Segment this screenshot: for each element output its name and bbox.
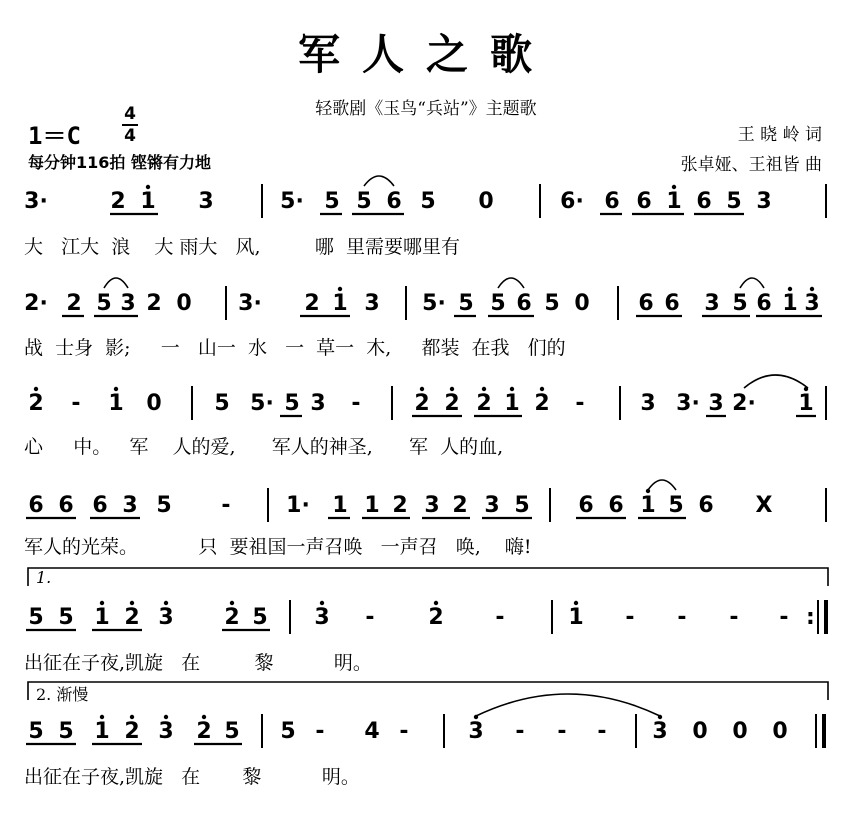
second-ending-bracket [28, 682, 828, 700]
note: - [365, 605, 375, 630]
note: 3 [198, 189, 214, 214]
note: 0 [176, 291, 192, 316]
time-signature-top: 4 [124, 104, 136, 124]
note: 6 [636, 189, 652, 214]
note: 0 [692, 719, 708, 744]
note: - [495, 605, 505, 630]
song-subtitle: 轻歌剧《玉鸟“兵站”》主题歌 [315, 99, 537, 119]
note: 1 [798, 391, 814, 416]
note: 0 [772, 719, 788, 744]
high-octave-dot [202, 715, 206, 719]
note: 2 [28, 391, 44, 416]
lyric-line-6: 出征在子夜,凯旋 在 黎 明。 [24, 766, 360, 788]
note: 5 [356, 189, 372, 214]
note: 1 [640, 493, 656, 518]
note: 2 [124, 719, 140, 744]
note: - [351, 391, 361, 416]
note: 2 [124, 605, 140, 630]
note: 0 [478, 189, 494, 214]
high-octave-dot [146, 185, 150, 189]
note: 3 [424, 493, 440, 518]
note: - [315, 719, 325, 744]
note: 0 [732, 719, 748, 744]
note: 6 [516, 291, 532, 316]
high-octave-dot [338, 287, 342, 291]
note: 1 [140, 189, 156, 214]
note: - [557, 719, 567, 744]
note: 3 [122, 493, 138, 518]
lyric-line-3: 心 中。 军 人的爱, 军人的神圣, 军 人的血, [24, 436, 504, 458]
note: 5 [156, 493, 172, 518]
note: 5 [28, 605, 44, 630]
note: 5 [28, 719, 44, 744]
note: 3 [704, 291, 720, 316]
note: 2 [110, 189, 126, 214]
note: 2 [476, 391, 492, 416]
lyric-line-2: 战 士身 影; 一 山一 水 一 草一 木, 都装 在我 们的 [24, 337, 566, 359]
note: 2· [732, 391, 756, 416]
note: - [399, 719, 409, 744]
note: 5· [280, 189, 304, 214]
high-octave-dot [164, 601, 168, 605]
high-octave-dot [130, 601, 134, 605]
second-ending-label: 2. 渐慢 [36, 685, 89, 704]
key-signature: 1＝C [28, 122, 81, 150]
note: 5 [514, 493, 530, 518]
note: 6 [664, 291, 680, 316]
note: 6 [604, 189, 620, 214]
note: 5 [726, 189, 742, 214]
note: 1· [286, 493, 310, 518]
note: 5 [544, 291, 560, 316]
note: 5 [96, 291, 112, 316]
note: 4 [364, 719, 380, 744]
note: 2 [534, 391, 550, 416]
note: X [755, 493, 773, 518]
high-octave-dot [810, 287, 814, 291]
note: 1 [782, 291, 798, 316]
note: 3 [314, 605, 330, 630]
high-octave-dot [450, 387, 454, 391]
high-octave-dot [540, 387, 544, 391]
note: 6 [58, 493, 74, 518]
note: 5· [422, 291, 446, 316]
note: 6 [28, 493, 44, 518]
note: 5 [58, 719, 74, 744]
note: - [677, 605, 687, 630]
note: 1 [94, 605, 110, 630]
note: 6 [608, 493, 624, 518]
note: - [779, 605, 789, 630]
note: - [71, 391, 81, 416]
note: 2 [392, 493, 408, 518]
song-title: 军人之歌 [297, 30, 554, 79]
note: - [221, 493, 231, 518]
note: 6 [92, 493, 108, 518]
high-octave-dot [320, 601, 324, 605]
high-octave-dot [574, 601, 578, 605]
note: 5· [250, 391, 274, 416]
note: 3 [158, 605, 174, 630]
note: 2 [196, 719, 212, 744]
note: 3· [238, 291, 262, 316]
note: 2 [414, 391, 430, 416]
note: 5 [252, 605, 268, 630]
note: 3 [708, 391, 724, 416]
high-octave-dot [510, 387, 514, 391]
note: 2 [444, 391, 460, 416]
high-octave-dot [114, 387, 118, 391]
lyric-line-1: 大 江大 浪 大 雨大 风, 哪 里需要哪里有 [24, 236, 460, 258]
note: - [729, 605, 739, 630]
note: 5 [668, 493, 684, 518]
high-octave-dot [100, 715, 104, 719]
note: 6 [756, 291, 772, 316]
note: 3 [804, 291, 820, 316]
note: 5 [280, 719, 296, 744]
note: 2 [224, 605, 240, 630]
note: 2 [428, 605, 444, 630]
note: 3 [364, 291, 380, 316]
tie-arc [476, 694, 660, 716]
tie-arc [744, 375, 808, 388]
note: 1 [332, 291, 348, 316]
note: 3 [468, 719, 484, 744]
lyric-line-4: 军人的光荣。 只 要祖国一声召唤 一声召 唤, 嗨! [24, 536, 532, 558]
note: 3 [640, 391, 656, 416]
first-ending-bracket [28, 568, 828, 586]
high-octave-dot [672, 185, 676, 189]
note: 3 [310, 391, 326, 416]
high-octave-dot [164, 715, 168, 719]
tempo-marking: 每分钟116拍 铿锵有力地 [28, 153, 211, 172]
time-signature-bottom: 4 [124, 126, 136, 146]
note: 6 [696, 189, 712, 214]
note: 2 [304, 291, 320, 316]
lyric-line-5: 出征在子夜,凯旋 在 黎 明。 [24, 652, 372, 674]
note: 2 [452, 493, 468, 518]
note: 3· [676, 391, 700, 416]
note: 5 [284, 391, 300, 416]
tie-arc [104, 278, 128, 288]
note: 2· [24, 291, 48, 316]
high-octave-dot [34, 387, 38, 391]
tie-arc [740, 278, 764, 288]
lyricist-credit: 王 晓 岭 词 [737, 125, 822, 145]
note: 3 [652, 719, 668, 744]
note: 2 [66, 291, 82, 316]
note: 6· [560, 189, 584, 214]
tie-arc [364, 176, 394, 186]
first-ending-label: 1. [36, 568, 52, 587]
high-octave-dot [420, 387, 424, 391]
note: 3 [120, 291, 136, 316]
note: 1 [666, 189, 682, 214]
note: 3 [484, 493, 500, 518]
note: 1 [504, 391, 520, 416]
high-octave-dot [130, 715, 134, 719]
note: 3 [756, 189, 772, 214]
note: 1 [108, 391, 124, 416]
high-octave-dot [434, 601, 438, 605]
high-octave-dot [482, 387, 486, 391]
note: 6 [698, 493, 714, 518]
note: - [597, 719, 607, 744]
tie-arc [498, 278, 524, 288]
note: - [625, 605, 635, 630]
note: 2 [146, 291, 162, 316]
note: 6 [386, 189, 402, 214]
note: 5 [58, 605, 74, 630]
note: 5 [732, 291, 748, 316]
note: - [575, 391, 585, 416]
tie-arc [648, 480, 676, 490]
high-octave-dot [230, 601, 234, 605]
composer-credit: 张卓娅、王祖皆 曲 [680, 155, 822, 175]
repeat-dots: : [806, 605, 815, 630]
note: 1 [364, 493, 380, 518]
note: 1 [94, 719, 110, 744]
note: 3 [158, 719, 174, 744]
note: 5 [420, 189, 436, 214]
note: 6 [638, 291, 654, 316]
note: 5 [490, 291, 506, 316]
note: 0 [574, 291, 590, 316]
note: 1 [568, 605, 584, 630]
high-octave-dot [100, 601, 104, 605]
note: 5 [324, 189, 340, 214]
note: 5 [458, 291, 474, 316]
note: 3· [24, 189, 48, 214]
high-octave-dot [788, 287, 792, 291]
note: 6 [578, 493, 594, 518]
note: - [515, 719, 525, 744]
note: 5 [224, 719, 240, 744]
note: 5 [214, 391, 230, 416]
note: 0 [146, 391, 162, 416]
note: 1 [332, 493, 348, 518]
